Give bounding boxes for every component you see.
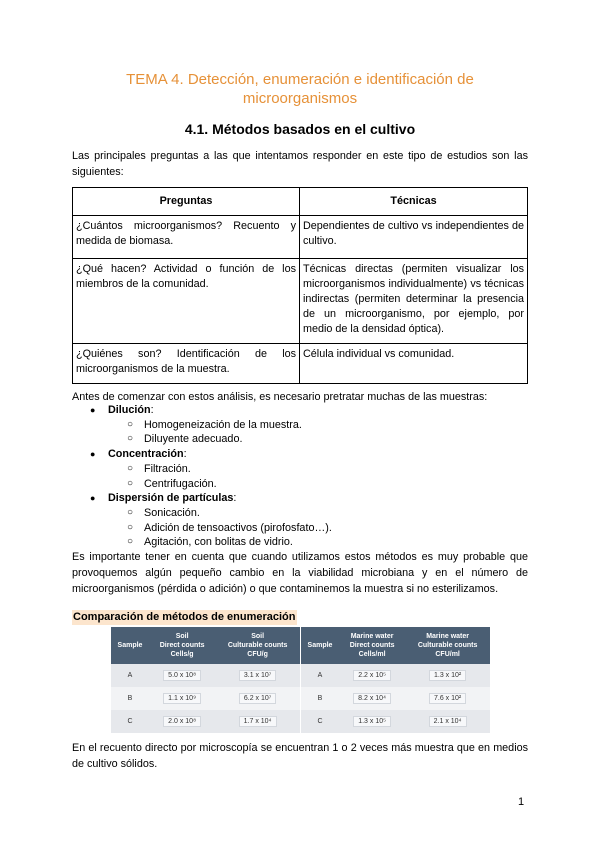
table-row (111, 710, 300, 733)
bullet-icon: ● (90, 449, 96, 460)
sample-cell: C (111, 710, 149, 733)
value-cell: 6.2 x 10⁷ (215, 687, 300, 710)
question-cell: ¿Quiénes son? Identificación de los microorganismos de la muestra. (73, 344, 300, 384)
value-cell: 1.1 x 10⁹ (149, 687, 215, 710)
table-header-row (111, 627, 300, 664)
marine-water-counts-table (301, 627, 490, 733)
list-item: ○ Homogeneización de la muestra. (127, 418, 302, 431)
technique-cell: Dependientes de cultivo vs independientes de cultivo. (300, 216, 528, 259)
table-row (301, 687, 490, 710)
column-header: Sample (301, 627, 339, 664)
column-header-preguntas: Preguntas (73, 188, 300, 216)
pretreatment-list (72, 403, 528, 550)
column-header: Marine water Direct counts Cells/ml (339, 627, 405, 664)
list-item: ○ Centrifugación. (127, 477, 217, 490)
list-item: ● Dispersión de partículas: (90, 492, 237, 505)
circle-bullet-icon: ○ (127, 536, 134, 548)
value-cell: 2.1 x 10⁴ (405, 710, 490, 733)
intro-paragraph: Las principales preguntas a las que intentamos responder en este tipo de estudios son las siguientes: (72, 150, 528, 178)
question-cell: ¿Qué hacen? Actividad o función de los miembros de la comunidad. (73, 259, 300, 344)
closing-paragraph: En el recuento directo por microscopía se encuentran 1 o 2 veces más muestra que en medios de cultivo sólidos. (72, 742, 528, 770)
circle-bullet-icon: ○ (127, 506, 134, 518)
column-header: Marine water Culturable counts CFU/ml (405, 627, 490, 664)
column-header: Soil Direct counts Cells/g (149, 627, 215, 664)
page-number: 1 (518, 796, 525, 808)
list-item: ○ Agitación, con bolitas de vidrio. (127, 536, 293, 549)
value-cell: 7.6 x 10² (405, 687, 490, 710)
list-item: ● Dilución: (90, 404, 154, 416)
table-header-row (73, 188, 528, 216)
comparison-heading: Comparación de métodos de enumeración (73, 611, 296, 623)
value-cell: 1.7 x 10⁴ (215, 710, 300, 733)
sample-cell: A (301, 664, 339, 687)
page-title: TEMA 4. Detección, enumeración e identificación de microorganismos (126, 71, 474, 107)
sample-cell: C (301, 710, 339, 733)
value-cell: 1.3 x 10² (405, 664, 490, 687)
table-row (301, 710, 490, 733)
sample-cell: A (111, 664, 149, 687)
table-row (111, 664, 300, 687)
circle-bullet-icon: ○ (127, 462, 134, 474)
value-cell: 3.1 x 10⁷ (215, 664, 300, 687)
value-cell: 1.3 x 10⁵ (339, 710, 405, 733)
table-row (301, 664, 490, 687)
sample-cell: B (111, 687, 149, 710)
technique-cell: Célula individual vs comunidad. (300, 344, 528, 384)
table-row (111, 687, 300, 710)
column-header: Soil Culturable counts CFU/g (215, 627, 300, 664)
bullet-icon: ● (90, 493, 96, 504)
enumeration-figure (111, 627, 490, 737)
value-cell: 8.2 x 10⁴ (339, 687, 405, 710)
circle-bullet-icon: ○ (127, 477, 134, 489)
circle-bullet-icon: ○ (127, 418, 134, 430)
important-paragraph: Es importante tener en cuenta que cuando utilizamos estos métodos es muy probable que provoquemos algún pequeño cambio en la viabilidad microbiana y en el número de microorganismos (pérdida o adición) o que contaminemos la muestra si no esterilizamos. (72, 551, 528, 595)
value-cell: 2.0 x 10⁸ (149, 710, 215, 733)
section-heading: 4.1. Métodos basados en el cultivo (184, 121, 416, 137)
column-header: Sample (111, 627, 149, 664)
column-header-tecnicas: Técnicas (300, 188, 528, 216)
list-item: ○ Sonicación. (127, 506, 200, 519)
question-cell: ¿Cuántos microorganismos? Recuento y medida de biomasa. (73, 216, 300, 259)
list-item: ● Concentración: (90, 448, 187, 461)
table-row (73, 344, 528, 384)
bullet-icon: ● (90, 405, 96, 415)
technique-cell: Técnicas directas (permiten visualizar los microorganismos individualmente) vs técnicas indirectas (permiten determinar la presencia de un microorganismo, por ejemplo, por medio de la densidad óptica). (300, 259, 528, 344)
value-cell: 2.2 x 10⁵ (339, 664, 405, 687)
table-header-row (301, 627, 490, 664)
soil-counts-table (111, 627, 300, 733)
circle-bullet-icon: ○ (127, 521, 134, 533)
sample-cell: B (301, 687, 339, 710)
table-row (73, 259, 528, 344)
list-item: ○ Diluyente adecuado. (127, 433, 243, 446)
circle-bullet-icon: ○ (127, 433, 134, 445)
value-cell: 5.0 x 10⁸ (149, 664, 215, 687)
questions-table (72, 187, 528, 384)
pretreatment-paragraph: Antes de comenzar con estos análisis, es necesario pretratar muchas de las muestras: (72, 391, 488, 403)
list-item: ○ Filtración. (127, 462, 191, 475)
list-item: ○ Adición de tensoactivos (pirofosfato…). (127, 521, 332, 534)
table-row (73, 216, 528, 259)
